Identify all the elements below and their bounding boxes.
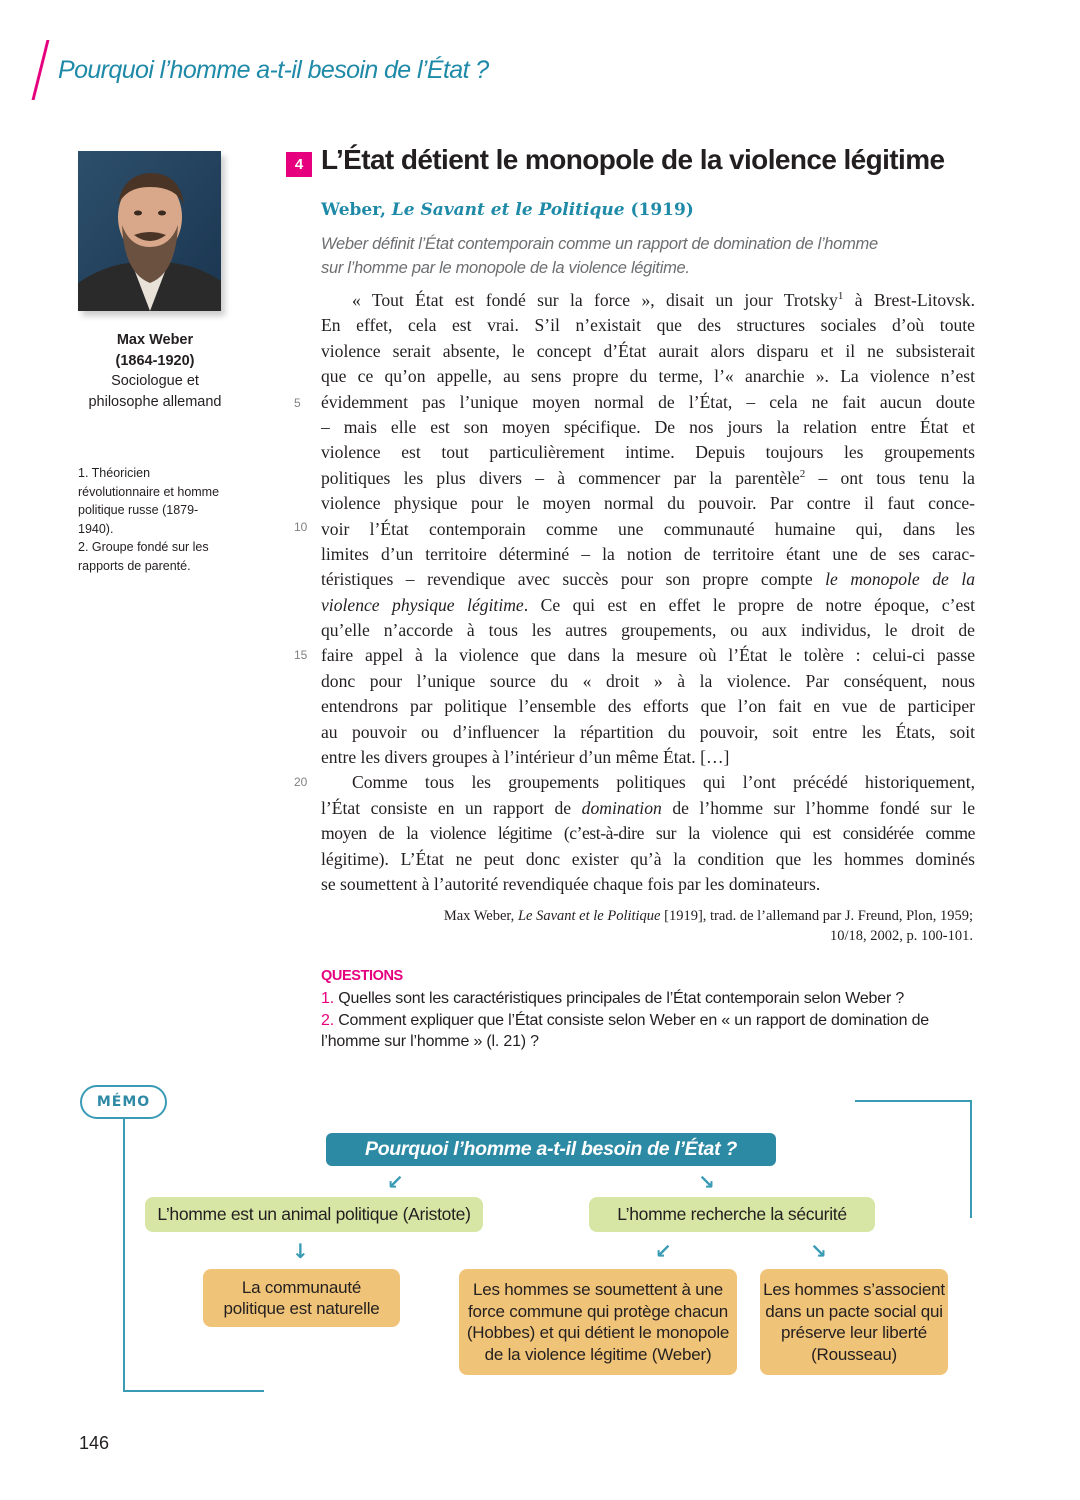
text-line: voir l’État contemporain comme une communauté humaine qui, dans les xyxy=(321,518,975,539)
document-intro xyxy=(321,232,961,280)
text-line: légitime). L’État ne peut donc exister qu’à la condition que les hommes dominés xyxy=(321,848,975,869)
arrow-down-left-icon: ↙ xyxy=(655,1239,672,1263)
text-line: violence est tout particulièrement intime. Depuis toujours les groupements xyxy=(321,442,975,463)
question-2-continued: l’homme sur l’homme » (l. 21) ? xyxy=(321,1033,539,1050)
page-number: 146 xyxy=(79,1433,110,1453)
source-citation: Max Weber, Le Savant et le Politique [1919], trad. de l’allemand par J. Freund, Plon, 1959; 10/18, 2002, p. 100-101. xyxy=(443,908,973,944)
question-1: 1. Quelles sont les caractéristiques principales de l’État contemporain selon Weber ? xyxy=(321,990,905,1007)
footnote-2: 2. Groupe fondé sur les rapports de parenté. xyxy=(78,540,209,573)
document-author-line xyxy=(321,200,694,220)
text-line: qu’elle n’accorde à tous les autres groupements, ou aux individus, le droit de xyxy=(321,620,975,641)
text-line: au pouvoir ou d’influencer la répartition du pouvoir, soit entre les États, soit xyxy=(321,721,975,742)
memo-box-hobbes-weber: Les hommes se soumettent à une force commune qui protège chacun (Hobbes) et qui détient le monopole de la violence légitime (Weber) xyxy=(459,1269,737,1375)
text-line: l’État consiste en un rapport de domination de l’homme sur l’homme fondé sur le xyxy=(321,797,975,818)
question-2: 2. Comment expliquer que l’État consiste selon Weber en « un rapport de domination de xyxy=(321,1011,929,1029)
footnotes xyxy=(78,464,228,575)
text-line: politiques les plus divers – à commencer par la parentèle$^2$ – ont tous tenu la xyxy=(321,467,975,488)
document-number-badge: 4 xyxy=(286,152,312,177)
work-title: Le Savant et le Politique xyxy=(391,200,625,220)
questions-list xyxy=(321,988,975,1053)
text-line: Comme tous les groupements politiques qui l’ont précédé historiquement, xyxy=(352,772,975,793)
arrow-down-icon: ↓ xyxy=(292,1239,309,1263)
author-dates: (1864-1920) xyxy=(115,352,195,369)
memo-branch-right: L’homme recherche la sécurité xyxy=(589,1197,875,1232)
footnote-1: 1. Théoricien révolutionnaire et homme politique russe (1879-1940). xyxy=(78,466,220,536)
footnote-ref: 1 xyxy=(837,290,844,302)
line-number: 15 xyxy=(294,648,308,662)
text-line: entre les divers groupes à l’intérieur d’un même État. […] xyxy=(321,747,730,768)
text-line: moyen de la violence légitime (c’est-à-dire sur la violence qui est considérée comme xyxy=(321,823,975,844)
text-line: – mais elle est son moyen spécifique. De nos jours la relation entre État et xyxy=(321,416,975,437)
author: Weber, xyxy=(321,200,392,220)
line-number: 5 xyxy=(294,396,301,410)
text-line: violence serait absente, le concept d’État aurait alors disparu et il ne subsisterait xyxy=(321,340,975,361)
line-number: 10 xyxy=(294,520,308,534)
questions-heading: QUESTIONS xyxy=(321,968,403,984)
text-line: que ce qu’on appelle, au sens propre du terme, l’« anarchie ». La violence n’est xyxy=(321,366,975,387)
author-role-line: philosophe allemand xyxy=(88,393,222,410)
text-line: donc pour l’unique source du « droit » à la violence. Par conséquent, nous xyxy=(321,670,975,691)
text-line: faire appel à la violence que dans la mesure où l’État le tolère : celui-ci passe xyxy=(321,645,975,666)
portrait-photo xyxy=(78,151,221,311)
memo-branch-left: L’homme est un animal politique (Aristote) xyxy=(145,1197,483,1232)
intro-line: Weber définit l’État contemporain comme un rapport de domination de l’homme xyxy=(321,235,878,253)
author-name: Max Weber xyxy=(116,332,194,348)
line-number: 20 xyxy=(294,775,308,789)
text-line: « Tout État est fondé sur la force », disait un jour Trotsky$^1$ à Brest-Litovsk. xyxy=(352,290,975,310)
memo-box-nature: La communauté politique est naturelle xyxy=(203,1269,400,1327)
footnote-ref: 2 xyxy=(799,467,806,480)
chapter-title: Pourquoi l’homme a-t-il besoin de l’État ? xyxy=(58,56,489,84)
memo-frame-top xyxy=(855,1100,972,1102)
intro-line: sur l’homme par le monopole de la violence légitime. xyxy=(321,259,690,277)
memo-box-rousseau: Les hommes s’associent dans un pacte social qui préserve leur liberté (Rousseau) xyxy=(760,1269,948,1375)
arrow-down-right-icon: ↘ xyxy=(698,1170,715,1194)
text-line: téristiques – revendique avec succès pour son propre compte le monopole de la xyxy=(321,569,975,590)
text-line: limites d’un territoire déterminé – la notion de territoire étant une de ses carac- xyxy=(321,543,975,564)
arrow-down-left-icon: ↙ xyxy=(387,1170,404,1194)
header-accent-bar xyxy=(32,40,50,100)
arrow-down-right-icon: ↘ xyxy=(810,1239,827,1263)
text-line: évidemment pas l’unique moyen normal de l’État, – cela ne fait aucun doute xyxy=(321,391,975,412)
memo-frame-right xyxy=(970,1100,972,1218)
year: (1919) xyxy=(624,200,694,220)
memo-question: Pourquoi l’homme a-t-il besoin de l’État ? xyxy=(326,1133,776,1166)
text-line: violence physique légitime. Ce qui est en effet le propre de notre époque, c’est xyxy=(321,594,975,615)
memo-frame-left xyxy=(123,1119,125,1392)
author-role-line: Sociologue et xyxy=(111,373,199,389)
document-title: L’État détient le monopole de la violence légitime xyxy=(321,144,945,175)
portrait-caption xyxy=(78,330,232,412)
text-line: entendrons par politique l’ensemble des efforts que l’on fait en vue de participer xyxy=(321,696,975,717)
text-line: se soumettent à l’autorité revendiquée chaque fois par les dominateurs. xyxy=(321,873,821,894)
memo-badge: MÉMO xyxy=(80,1085,167,1119)
text-line: En effet, cela est vrai. S’il n’existait que des structures sociales d’où toute xyxy=(321,315,975,336)
text-line: violence physique pour le moyen normal du pouvoir. Par contre il faut conce- xyxy=(321,493,975,514)
document-body xyxy=(321,288,975,897)
memo-frame-bottom xyxy=(123,1390,264,1392)
